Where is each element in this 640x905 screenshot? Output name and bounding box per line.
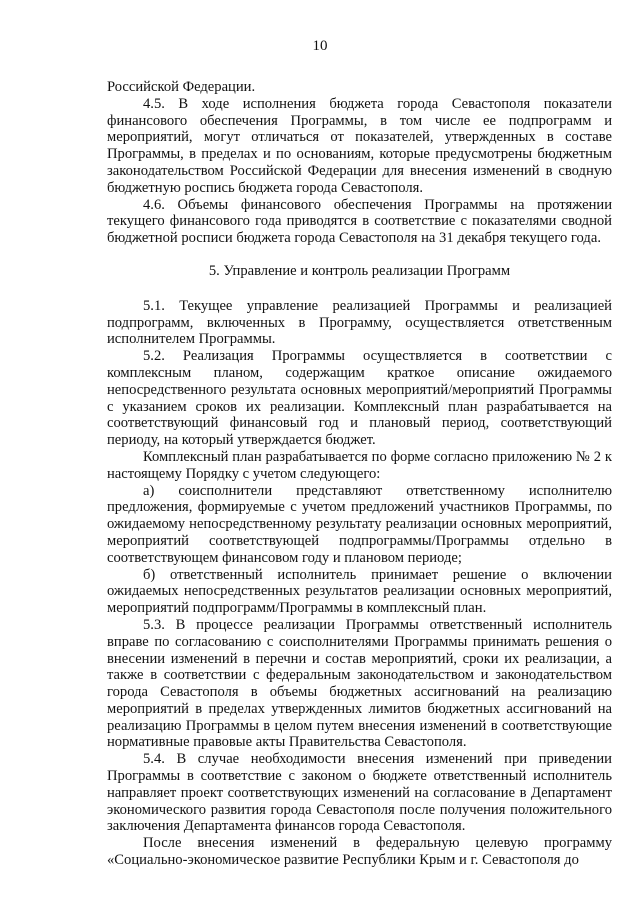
paragraph: 5.3. В процессе реализации Программы ответственный исполнитель вправе по согласованию с соисполнителями Программы принимать решения о внесении изменений в перечни и состав мероприятий, сроки их реализации, а также в соответствии с федеральным законодательством и законодательством города Севастополя в объемы бюджетных ассигнований на реализацию мероприятий в пределах утвержденных лимитов бюджетных ассигнований на реализацию Программы в целом путем внесения изменений в соответствующие нормативные правовые акты Правительства Севастополя.: [107, 616, 612, 751]
paragraph: 4.5. В ходе исполнения бюджета города Севастополя показатели финансового обеспечения Программы, в том числе ее подпрограмм и мероприятий, могут отличаться от показателей, утвержденных в составе Программы, в пределах и по основаниям, которые предусмотрены бюджетным законодательством Российской Федерации для внесения изменений в сводную бюджетную роспись бюджета города Севастополя.: [107, 95, 612, 196]
list-item: а) соисполнители представляют ответственному исполнителю предложения, формируемые с учетом предложений участников Программы, по ожидаемому непосредственному результату реализации основных мероприятий, мероприятий соответствующей подпрограммы/Программы отдельно в соответствующем финансовом году и плановом периоде;: [107, 482, 612, 566]
paragraph: 5.1. Текущее управление реализацией Программы и реализацией подпрограмм, включенных в Программу, осуществляется ответственным исполнителем Программы.: [107, 297, 612, 348]
paragraph: После внесения изменений в федеральную целевую программу «Социально-экономическое развитие Республики Крым и г. Севастополя до: [107, 835, 612, 869]
list-item: б) ответственный исполнитель принимает решение о включении ожидаемых непосредственных результатов реализации основных мероприятий, мероприятий подпрограмм/Программы в комплексный план.: [107, 566, 612, 617]
paragraph: Российской Федерации.: [107, 79, 256, 95]
section-heading: 5. Управление и контроль реализации Программ: [208, 262, 511, 279]
paragraph: 5.4. В случае необходимости внесения изменений при приведении Программы в соответствие с законом о бюджете ответственный исполнитель направляет проект соответствующих изменений на согласование в Департамент экономического развития города Севастополя после получения положительного заключения Департамента финансов города Севастополя.: [107, 751, 612, 835]
paragraph: 5.2. Реализация Программы осуществляется в соответствии с комплексным планом, содержащим краткое описание ожидаемого непосредственного результата основных мероприятий/мероприятий Программы с указанием сроков их реализации. Комплексный план разрабатывается на соответствующий финансовый год и плановый период, соответствующий периоду, на который утверждается бюджет.: [107, 348, 612, 449]
paragraph: 4.6. Объемы финансового обеспечения Программы на протяжении текущего финансового года приводятся в соответствие с показателями сводной бюджетной росписи бюджета города Севастополя на 31 декабря текущего года.: [107, 196, 612, 247]
page-number: 10: [312, 38, 328, 54]
document-body: [107, 79, 612, 869]
paragraph: Комплексный план разрабатывается по форме согласно приложению № 2 к настоящему Порядку с учетом следующего:: [107, 448, 612, 482]
